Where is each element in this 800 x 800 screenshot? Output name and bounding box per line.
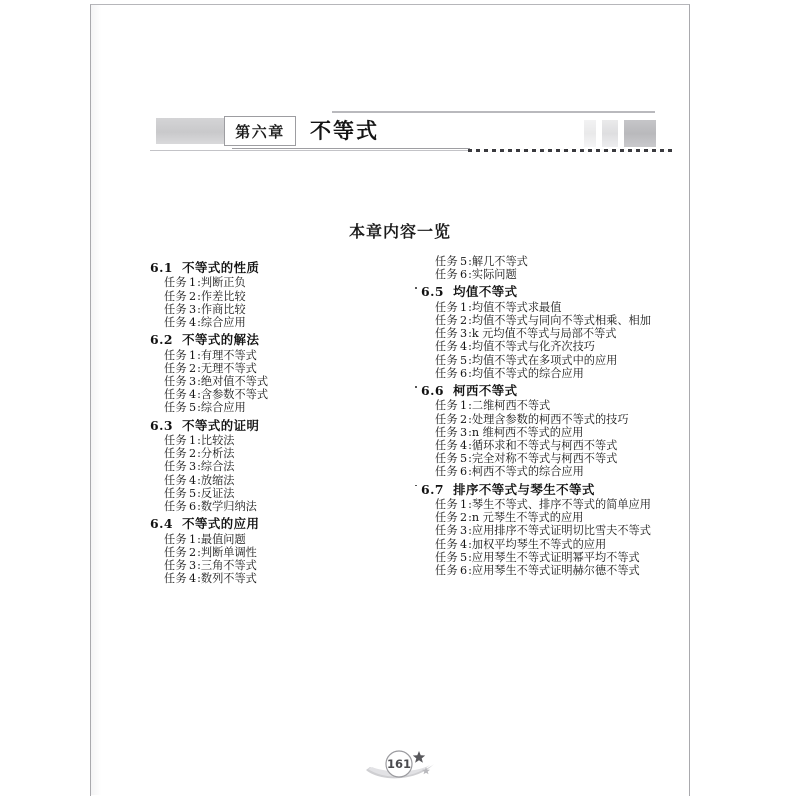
task-line [150,461,401,472]
task-line [421,427,672,438]
task-text: 绝对值不等式 [200,375,269,389]
task-index: 1 [188,434,197,448]
task-line [150,501,401,512]
task-separator: : [197,401,201,415]
task-line [150,363,401,374]
section-name: 不等式的应用 [182,516,260,532]
task-text: 综合应用 [200,401,246,415]
task-line [421,400,672,411]
task-label: 任务 [435,465,458,479]
task-index: 1 [188,348,197,362]
task-index: 2 [188,289,197,303]
section-name: 不等式的解法 [182,332,260,348]
header-top-rule [332,111,655,113]
task-line [150,560,401,571]
task-text: 综合法 [200,460,235,474]
chapter-header [150,104,672,166]
task-line [421,512,672,523]
task-index: 4 [459,340,468,354]
task-line [150,350,401,361]
task-index: 4 [459,439,468,453]
section-number: 6.7 [421,481,445,497]
task-index: 2 [459,412,468,426]
task-separator: : [197,375,201,389]
task-index: 3 [188,559,197,573]
task-separator: : [197,532,201,546]
task-index: 1 [188,532,197,546]
task-label: 任务 [435,511,458,525]
task-text: 均值不等式的综合应用 [471,366,584,380]
task-text: 二维柯西不等式 [471,399,551,413]
header-decoration-block-3 [624,120,656,147]
task-index: 2 [188,447,197,461]
task-line [421,341,672,352]
task-separator: : [468,255,472,268]
section-name: 排序不等式与琴生不等式 [453,481,595,497]
task-separator: : [468,268,472,282]
task-label: 任务 [164,473,187,487]
task-text: 完全对称不等式与柯西不等式 [471,452,618,466]
task-label: 任务 [435,255,458,268]
header-bottom-rule-solid-upper [232,148,470,149]
task-label: 任务 [435,268,458,282]
task-line [421,414,672,425]
chapter-label-text: 第六章 [235,122,285,141]
task-index: 2 [459,511,468,525]
task-index: 5 [188,401,197,415]
task-label: 任务 [164,302,187,316]
task-text: 处理含参数的柯西不等式的技巧 [471,412,629,426]
task-index: 5 [188,486,197,500]
section-name: 不等式的性质 [182,260,260,275]
task-separator: : [197,545,201,559]
task-label: 任务 [435,314,458,328]
task-separator: : [197,447,201,461]
task-index: 6 [459,268,468,282]
task-separator: : [468,314,472,328]
task-text: 数学归纳法 [200,500,257,514]
task-separator: : [468,524,472,538]
task-separator: : [197,302,201,316]
task-label: 任务 [164,375,187,389]
task-text: 数列不等式 [200,572,257,586]
task-index: 3 [188,460,197,474]
task-line [421,466,672,477]
task-separator: : [197,388,201,402]
page-gutter-shadow [91,5,101,795]
task-line [150,389,401,400]
task-line [150,448,401,459]
task-text: 琴生不等式、排序不等式的简单应用 [471,498,651,512]
task-separator: : [468,425,472,439]
task-index: 3 [459,524,468,538]
task-line [421,256,672,267]
task-separator: : [468,412,472,426]
task-text: 应用排序不等式证明切比雪夫不等式 [471,524,651,538]
task-label: 任务 [435,498,458,512]
task-text: n 维柯西不等式的应用 [471,425,584,439]
task-text: 均值不等式与同向不等式相乘、相加 [471,314,651,328]
task-index: 1 [459,399,468,413]
section-number: 6.5 [421,284,445,300]
task-index: 2 [188,361,197,375]
task-index: 5 [459,353,468,367]
task-separator: : [197,473,201,487]
task-index: 4 [188,388,197,402]
task-index: 3 [459,327,468,341]
task-label: 任务 [164,447,187,461]
task-line [421,565,672,576]
task-index: 1 [459,498,468,512]
task-index: 1 [188,276,197,290]
task-line [421,328,672,339]
task-label: 任务 [164,545,187,559]
task-text: 判断正负 [200,276,246,290]
task-label: 任务 [435,412,458,426]
task-label: 任务 [435,300,458,314]
task-label: 任务 [164,289,187,303]
task-index: 5 [459,452,468,466]
task-index: 6 [459,564,468,578]
task-index: 4 [188,316,197,330]
section-heading [150,417,401,433]
task-separator: : [197,559,201,573]
task-separator: : [468,327,472,341]
task-index: 4 [459,537,468,551]
task-line [150,317,401,328]
section-number: 6.6 [421,383,445,399]
task-label: 任务 [164,460,187,474]
section-name: 均值不等式 [453,284,518,300]
task-separator: : [468,537,472,551]
task-line [421,269,672,280]
task-label: 任务 [164,486,187,500]
task-text: 三角不等式 [200,559,257,573]
section-heading [150,518,401,530]
task-text: 均值不等式求最值 [471,300,562,314]
section-heading [421,481,672,497]
task-text: 循环求和不等式与柯西不等式 [471,439,618,453]
task-line [150,475,401,486]
task-index: 2 [459,314,468,328]
chapter-label-box [224,116,296,146]
task-index: 5 [459,255,468,268]
task-label: 任务 [164,401,187,415]
section-name: 柯西不等式 [453,383,518,399]
task-separator: : [468,399,472,413]
header-bottom-rule-solid [150,150,470,151]
task-label: 任务 [435,353,458,367]
task-text: 解几不等式 [471,255,528,268]
task-text: 无理不等式 [200,361,257,375]
section-name: 不等式的证明 [182,417,260,433]
task-line [150,435,401,446]
task-separator: : [197,572,201,586]
task-text: n 元琴生不等式的应用 [471,511,584,525]
task-text: k 元均值不等式与局部不等式 [471,327,617,341]
task-index: 3 [188,302,197,316]
task-line [421,453,672,464]
task-text: 应用琴生不等式证明赫尔德不等式 [471,564,640,578]
task-label: 任务 [435,399,458,413]
task-line [421,525,672,536]
task-line [150,277,401,288]
task-separator: : [468,498,472,512]
chapter-title: 不等式 [310,118,379,143]
task-text: 作差比较 [200,289,246,303]
task-separator: : [197,348,201,362]
toc-right-column [421,256,672,586]
task-text: 判断单调性 [200,545,257,559]
task-line [150,304,401,315]
section-number: 6.2 [150,332,174,348]
task-text: 最值问题 [200,532,246,546]
section-heading [421,385,672,397]
task-line [421,552,672,563]
task-text: 应用琴生不等式证明幂平均不等式 [471,550,640,564]
task-separator: : [197,316,201,330]
task-label: 任务 [164,500,187,514]
task-text: 作商比较 [200,302,246,316]
task-separator: : [468,340,472,354]
page-number-ornament [360,742,450,786]
task-label: 任务 [164,532,187,546]
section-heading [150,334,401,346]
task-label: 任务 [435,340,458,354]
header-bottom-rule-dotted [468,149,672,152]
task-separator: : [197,276,201,290]
task-index: 4 [188,473,197,487]
task-separator: : [468,511,472,525]
task-line [150,488,401,499]
task-separator: : [468,439,472,453]
page-number: 161 [386,757,411,771]
task-text: 有理不等式 [200,348,257,362]
section-number: 6.4 [150,516,174,532]
task-line [421,355,672,366]
task-separator: : [468,564,472,578]
task-separator: : [197,361,201,375]
task-text: 放缩法 [200,473,235,487]
task-line [150,573,401,584]
toc-left-column [150,256,401,586]
task-label: 任务 [435,439,458,453]
task-separator: : [468,300,472,314]
task-index: 6 [459,366,468,380]
task-text: 实际问题 [471,268,517,282]
task-line [421,539,672,550]
task-index: 6 [188,500,197,514]
task-separator: : [197,460,201,474]
task-separator: : [468,465,472,479]
task-line [150,534,401,545]
task-line [150,547,401,558]
task-index: 3 [459,425,468,439]
task-separator: : [197,500,201,514]
task-separator: : [468,550,472,564]
section-heading [150,262,401,274]
task-label: 任务 [435,327,458,341]
task-label: 任务 [164,388,187,402]
task-label: 任务 [164,276,187,290]
task-label: 任务 [435,366,458,380]
task-text: 综合应用 [200,316,246,330]
task-label: 任务 [164,316,187,330]
task-text: 含参数不等式 [200,388,269,402]
task-index: 2 [188,545,197,559]
task-label: 任务 [435,452,458,466]
task-index: 3 [188,375,197,389]
task-text: 比较法 [200,434,235,448]
section-number: 6.1 [150,260,174,275]
task-label: 任务 [435,537,458,551]
task-line [421,302,672,313]
task-line [421,440,672,451]
task-index: 1 [459,300,468,314]
task-label: 任务 [435,564,458,578]
task-separator: : [197,486,201,500]
task-separator: : [468,452,472,466]
task-text: 反证法 [200,486,235,500]
task-label: 任务 [164,559,187,573]
task-text: 柯西不等式的综合应用 [471,465,584,479]
task-line [421,499,672,510]
task-separator: : [197,289,201,303]
section-heading [421,286,672,298]
task-text: 分析法 [200,447,235,461]
task-index: 6 [459,465,468,479]
task-label: 任务 [164,361,187,375]
task-label: 任务 [164,348,187,362]
content-overview-heading: 本章内容一览 [348,222,451,241]
table-of-contents [150,256,672,586]
task-line [421,368,672,379]
task-label: 任务 [164,434,187,448]
header-decoration-block-2 [602,120,618,147]
task-label: 任务 [435,550,458,564]
header-decoration-block-1 [584,120,596,147]
task-separator: : [197,434,201,448]
task-label: 任务 [164,572,187,586]
task-text: 均值不等式与化齐次技巧 [471,340,595,354]
section-number: 6.3 [150,417,174,433]
task-separator: : [468,366,472,380]
task-text: 均值不等式在多项式中的应用 [471,353,618,367]
task-line [150,291,401,302]
task-text: 加权平均琴生不等式的应用 [471,537,607,551]
task-index: 5 [459,550,468,564]
task-index: 4 [188,572,197,586]
task-line [150,376,401,387]
task-separator: : [468,353,472,367]
task-line [421,315,672,326]
task-label: 任务 [435,524,458,538]
task-line [150,402,401,413]
task-label: 任务 [435,425,458,439]
